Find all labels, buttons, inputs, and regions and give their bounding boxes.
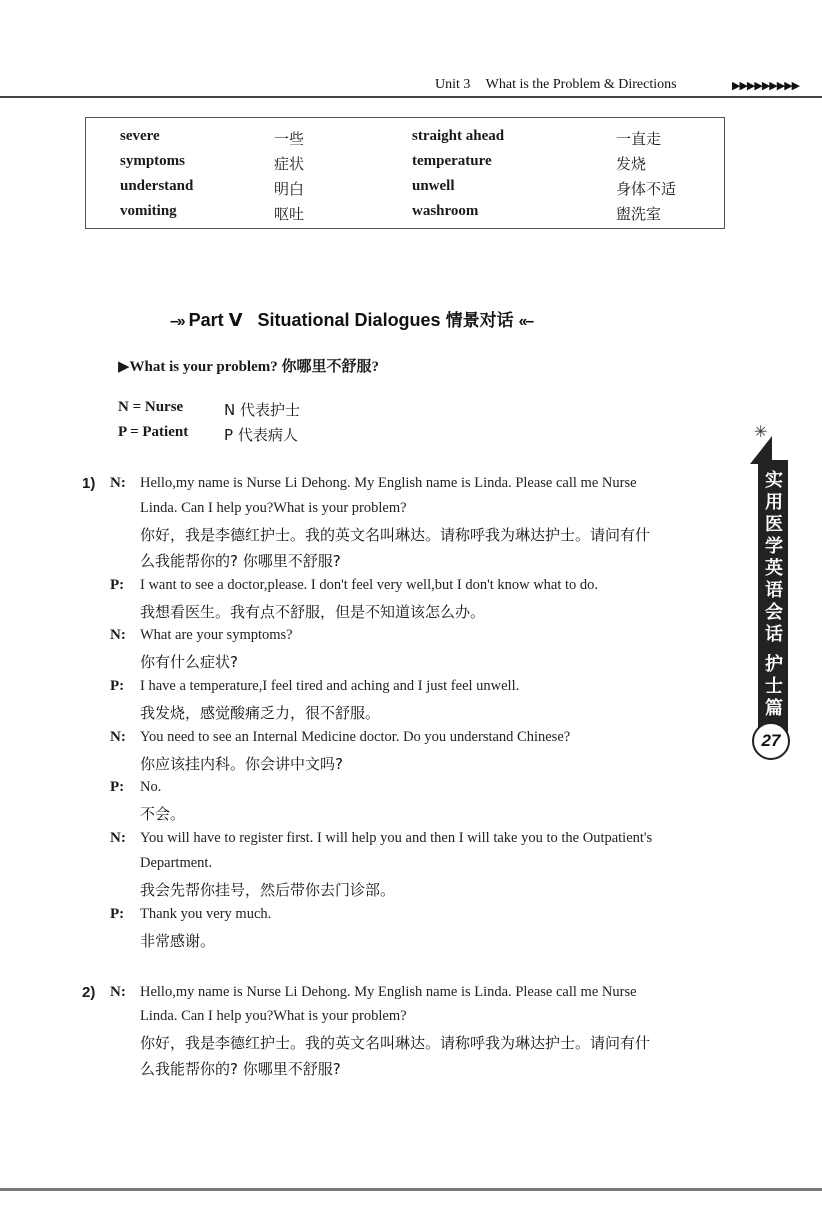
running-header	[435, 77, 677, 93]
dialogue-en: You will have to register first. I will help you and then I will take you to the Outpatient's	[140, 830, 653, 846]
dialogue-cn: 你好，我是李德红护士。我的英文名叫琳达。请称呼我为琳达护士。请问有什	[140, 526, 651, 544]
vocab-translation: 明白	[274, 180, 305, 198]
sparkle-icon: ✳	[754, 424, 768, 441]
dialogue-en: What are your symptoms?	[140, 627, 293, 643]
vocab-translation: 盥洗室	[616, 205, 662, 223]
dialogue-en: I want to see a doctor,please. I don't feel very well,but I don't know what to do.	[140, 577, 599, 593]
vocab-term: severe	[120, 128, 160, 144]
part-label: Part Ⅴ	[188, 310, 243, 330]
vocab-term: washroom	[412, 203, 479, 219]
vocab-term: temperature	[412, 153, 492, 169]
footer-rule	[0, 1188, 822, 1191]
legend-key: P = Patient	[118, 424, 189, 440]
vocab-term: straight ahead	[412, 128, 505, 144]
dialogue-cn: 我想看医生。我有点不舒服，但是不知道该怎么办。	[140, 603, 486, 621]
page-number: 27	[752, 722, 790, 760]
speaker-label: N:	[110, 627, 126, 643]
dialogue-number: 1)	[82, 475, 96, 492]
vocab-row	[86, 178, 724, 203]
header-rule	[0, 96, 822, 98]
vocab-row	[86, 153, 724, 178]
speaker-label: N:	[110, 984, 126, 1000]
part-title-en: Situational Dialogues	[257, 310, 441, 330]
dialogue-number: 2)	[82, 984, 96, 1001]
dialogue-cn: 你好，我是李德红护士。我的英文名叫琳达。请称呼我为琳达护士。请问有什	[140, 1034, 651, 1052]
dialogue-cn: 你有什么症状?	[140, 653, 238, 671]
speaker-label: P:	[110, 779, 125, 795]
vocab-row	[86, 203, 724, 228]
dialogue-en: Hello,my name is Nurse Li Dehong. My English name is Linda. Please call me Nurse	[140, 984, 637, 1000]
dialogue-heading: ▶What is your problem? 你哪里不舒服?	[118, 359, 379, 375]
speaker-label: N:	[110, 475, 126, 491]
dialogue-en: No.	[140, 779, 162, 795]
vocab-row	[86, 128, 724, 153]
vocab-term: understand	[120, 178, 194, 194]
speaker-label: P:	[110, 678, 125, 694]
legend-patient	[118, 424, 298, 444]
dialogue-cn: 么我能帮你的? 你哪里不舒服?	[140, 1060, 341, 1078]
dialogue-en: Linda. Can I help you?What is your problem?	[140, 1008, 407, 1024]
section-title	[170, 306, 532, 331]
vocab-translation: 一直走	[616, 130, 662, 148]
dialogue-cn: 你应该挂内科。你会讲中文吗?	[140, 755, 343, 773]
speaker-label: N:	[110, 729, 126, 745]
vocab-translation: 呕吐	[274, 205, 305, 223]
deco-left: –››	[170, 313, 184, 330]
header-title: What is the Problem & Directions	[485, 77, 677, 92]
legend-cn: P 代表病人	[224, 426, 298, 444]
vocab-term: symptoms	[120, 153, 186, 169]
vocab-translation: 一些	[274, 130, 305, 148]
dialogue-en: Thank you very much.	[140, 906, 272, 922]
legend-nurse	[118, 399, 300, 419]
book-subtitle: 护士篇	[765, 654, 783, 719]
dialogue-cn: 么我能帮你的? 你哪里不舒服?	[140, 552, 341, 570]
dialogue-en: Hello,my name is Nurse Li Dehong. My English name is Linda. Please call me Nurse	[140, 475, 637, 491]
header-unit: Unit 3	[435, 77, 471, 92]
dialogue-cn: 不会。	[140, 805, 186, 823]
book-title: 实用医学英语会话	[765, 470, 783, 645]
vocab-translation: 发烧	[616, 155, 647, 173]
dialogue-en: I have a temperature,I feel tired and aching and I just feel unwell.	[140, 678, 520, 694]
speaker-label: P:	[110, 906, 125, 922]
dialogue-cn: 我会先帮你挂号，然后带你去门诊部。	[140, 881, 396, 899]
vocab-term: unwell	[412, 178, 455, 194]
chapter-side-tab	[744, 420, 788, 800]
legend-key: N = Nurse	[118, 399, 184, 415]
dialogue-en: Linda. Can I help you?What is your problem?	[140, 500, 407, 516]
dialogue-en: Department.	[140, 855, 213, 871]
deco-right: ‹‹–	[518, 313, 533, 330]
speaker-label: N:	[110, 830, 126, 846]
dialogue-cn: 非常感谢。	[140, 932, 216, 950]
vocabulary-box	[85, 117, 725, 229]
dialogue-en: You need to see an Internal Medicine doctor. Do you understand Chinese?	[140, 729, 571, 745]
dialogue-cn: 我发烧，感觉酸痛乏力，很不舒服。	[140, 704, 381, 722]
legend-cn: N 代表护士	[224, 401, 300, 419]
vocab-translation: 症状	[274, 155, 305, 173]
vocab-translation: 身体不适	[616, 180, 677, 198]
speaker-label: P:	[110, 577, 125, 593]
vocab-term: vomiting	[120, 203, 177, 219]
side-tab-text	[760, 470, 788, 720]
part-title-cn: 情景对话	[445, 311, 514, 331]
header-arrows: ▶▶▶▶▶▶▶▶▶	[732, 80, 800, 92]
